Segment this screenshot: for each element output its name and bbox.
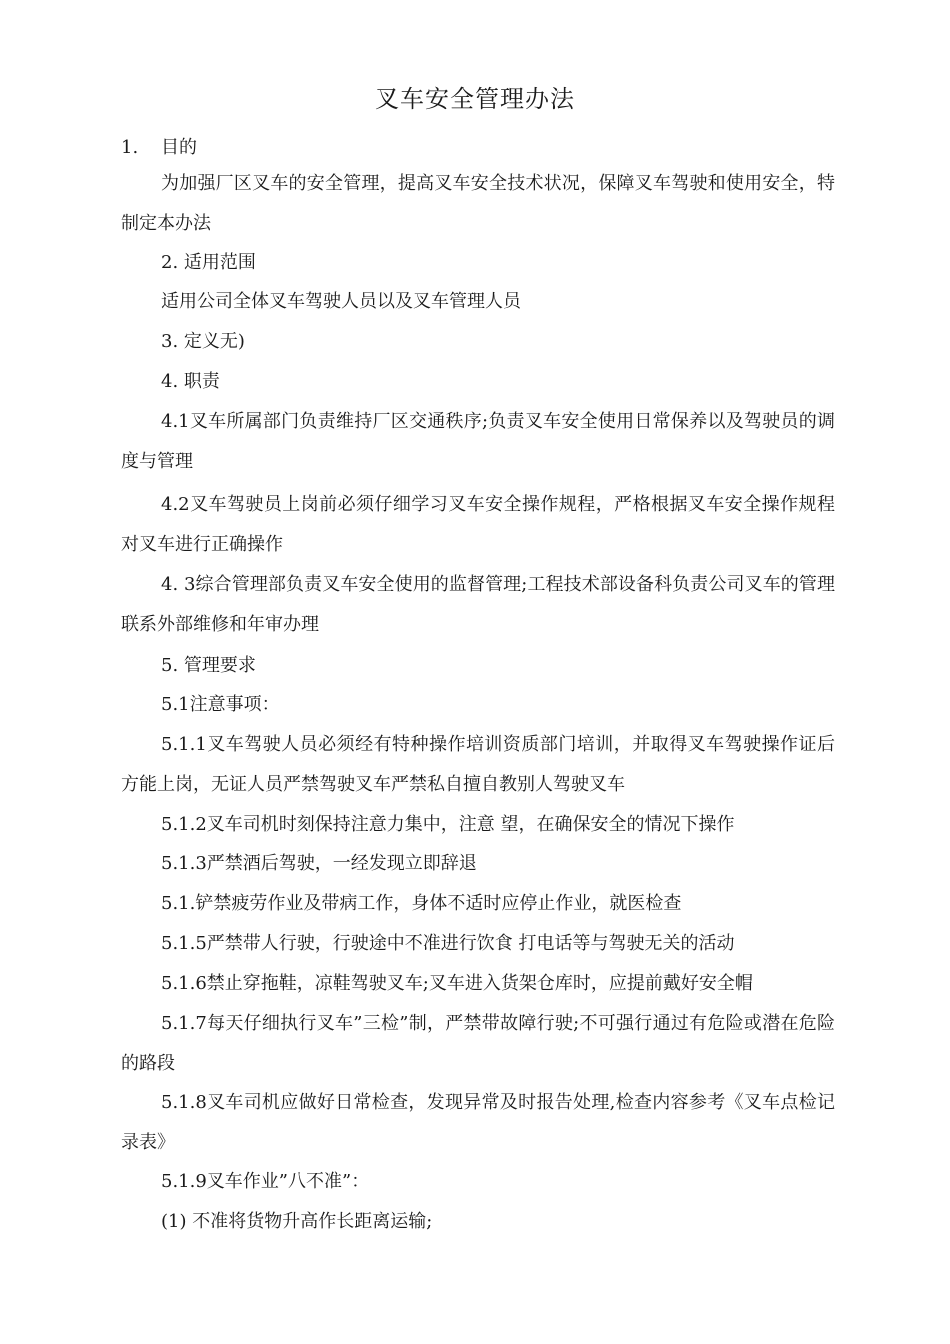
paragraph-5-1-3: 5.1.3严禁酒后驾驶，一经发现立即辞退 xyxy=(161,853,477,874)
paragraph-4-2: 4.2叉车驾驶员上岗前必须仔细学习叉车安全操作规程，严格根据叉车安全操作规程对叉车进行正确操作 xyxy=(121,494,835,555)
paragraph-4-3: 4. 3综合管理部负责叉车安全使用的监督管理;工程技术部设备科负责公司叉车的管理 联系外部维修和年审办理 xyxy=(121,574,835,635)
paragraph-5-1: 5.1注意事项： xyxy=(161,694,280,715)
paragraph-5-1-4: 5.1.铲禁疲劳作业及带病工作，身体不适时应停止作业，就医检查 xyxy=(161,893,682,914)
paragraph-4-1: 4.1叉车所属部门负责维持厂区交通秩序;负责叉车安全使用日常保养以及驾驶员的调度与管理 xyxy=(121,411,835,472)
paragraph-5-1-8: 5.1.8叉车司机应做好日常检查，发现异常及时报告处理,检查内容参考《叉车点检记录表》 xyxy=(121,1092,835,1153)
paragraph-5-1-6: 5.1.6禁止穿拖鞋，凉鞋驾驶叉车;叉车进入货架仓库时，应提前戴好安全帽 xyxy=(161,973,753,994)
paragraph-5-1-9: 5.1.9叉车作业”八不准”： xyxy=(161,1171,370,1192)
section-1-body: 为加强厂区叉车的安全管理，提高叉车安全技术状况，保障叉车驾驶和使用安全，特制定本办法 xyxy=(121,173,835,234)
section-1-number: 1. xyxy=(121,137,139,158)
paragraph-5-1-1: 5.1.1叉车驾驶人员必须经有特种操作培训资质部门培训，并取得叉车驾驶操作证后方能上岗，无证人员严禁驾驶叉车严禁私自擅自教别人驾驶叉车 xyxy=(121,734,835,795)
section-2-body: 适用公司全体叉车驾驶人员以及叉车管理人员 xyxy=(161,291,521,312)
section-4-heading: 4. 职责 xyxy=(161,371,220,392)
paragraph-5-1-2: 5.1.2叉车司机时刻保持注意力集中，注意 望，在确保安全的情况下操作 xyxy=(161,814,735,835)
document-title: 叉车安全管理办法 xyxy=(375,85,575,113)
section-3-heading: 3. 定义无) xyxy=(161,331,245,352)
paragraph-5-1-7: 5.1.7每天仔细执行叉车”三检”制，严禁带故障行驶;不可强行通过有危险或潜在危险的路段 xyxy=(121,1013,835,1074)
paragraph-5-1-5: 5.1.5严禁带人行驶，行驶途中不准进行饮食 打电话等与驾驶无关的活动 xyxy=(161,933,735,954)
section-1-title: 目的 xyxy=(161,137,197,158)
section-2-heading: 2. 适用范围 xyxy=(161,252,256,273)
list-item-1: (1) 不准将货物升高作长距离运输; xyxy=(161,1211,433,1232)
section-5-heading: 5. 管理要求 xyxy=(161,655,256,676)
section-1-heading xyxy=(121,136,197,160)
